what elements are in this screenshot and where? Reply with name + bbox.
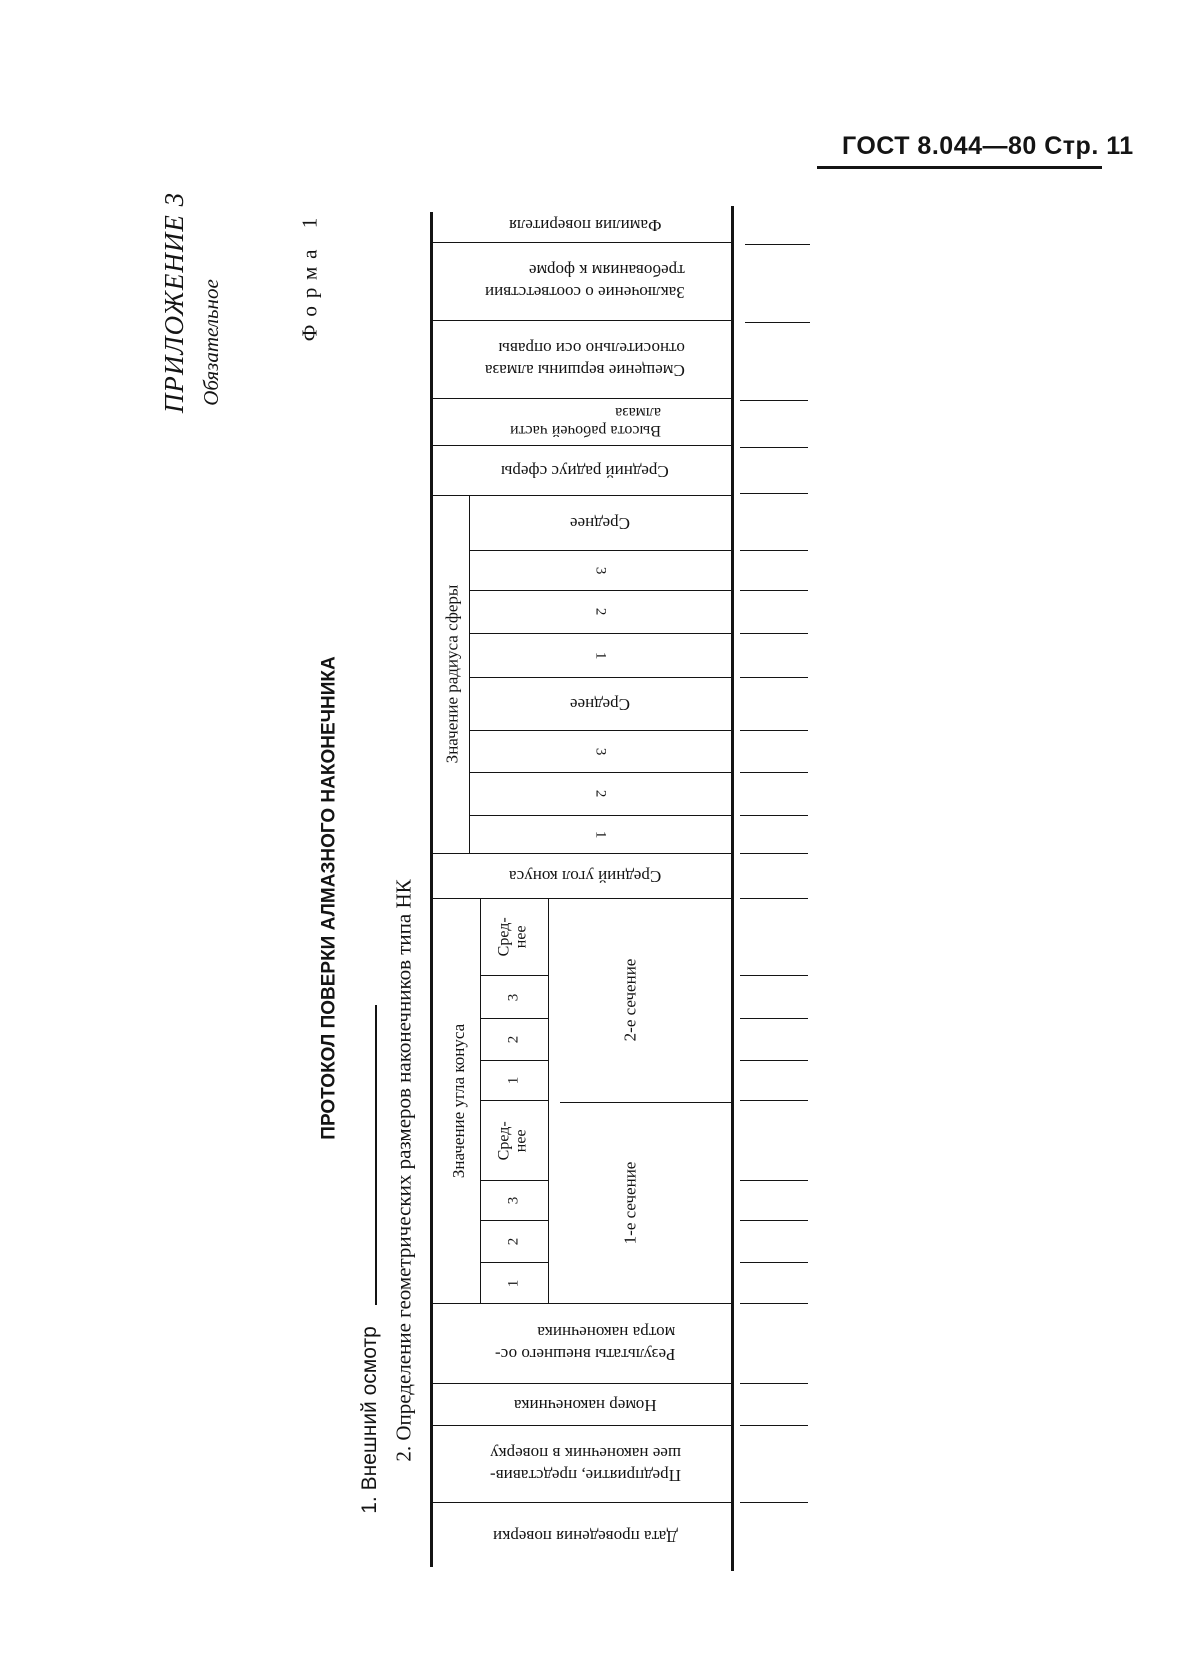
sphere-1-n1: 1 — [592, 830, 609, 839]
fill-line — [745, 322, 810, 323]
fill-line — [740, 400, 808, 401]
fill-line — [740, 815, 808, 816]
cone-1-n3: 3 — [505, 1196, 522, 1205]
col-height-cell — [440, 399, 730, 445]
col-number-cell — [440, 1384, 730, 1425]
fill-line — [740, 1262, 808, 1263]
fill-line — [740, 1100, 808, 1101]
fill-line — [740, 1502, 808, 1503]
protocol-title-box — [315, 600, 345, 1195]
sphere-avg-1-cell — [470, 678, 730, 730]
cone-2-n1-cell — [482, 1061, 546, 1100]
sphere-avg-1: Среднее — [570, 695, 630, 714]
fill-line — [740, 493, 808, 494]
sphere-2-n3: 3 — [592, 566, 609, 575]
sphere-2-n3-cell — [470, 551, 730, 590]
sphere-avg-2: Среднее — [570, 514, 630, 533]
sphere-avg-2-cell — [470, 496, 730, 550]
fill-line — [740, 853, 808, 854]
fill-line — [740, 1018, 808, 1019]
cone-1-n3-cell — [482, 1181, 546, 1220]
fill-line — [740, 677, 808, 678]
sphere-2-n2: 2 — [592, 608, 609, 616]
col-number: Номер наконечника — [513, 1395, 657, 1415]
group-cone-angle-box — [440, 898, 478, 1303]
item2-box — [388, 800, 420, 1540]
form-label-box — [295, 200, 325, 350]
appendix-title: ПРИЛОЖЕНИЕ 3 — [159, 191, 189, 414]
fill-line — [740, 772, 808, 773]
cone-1-n2: 2 — [505, 1237, 522, 1246]
fill-line — [740, 1303, 808, 1304]
header-rule — [817, 166, 1102, 169]
cone-2-avg: Сред- нее — [496, 917, 530, 957]
item2-label: 2. Определение геометрических размеров наконечников типа НК — [391, 878, 416, 1462]
col-inspection: Результаты внешнего ос- мотра наконечника — [494, 1323, 676, 1365]
fill-line — [740, 590, 808, 591]
col-height: Высота рабочей части алмаза — [509, 405, 661, 440]
section1-label: 1-е сечение — [620, 1161, 640, 1245]
group-sphere-radius-box — [436, 495, 468, 853]
form-label: Форма 1 — [297, 209, 322, 341]
fill-line — [740, 550, 808, 551]
group-sphere-radius: Значение радиуса сферы — [442, 584, 461, 764]
table-right-border — [731, 206, 734, 1571]
appendix-subtitle: Обязательное — [198, 278, 223, 406]
col-verifier-cell — [440, 208, 730, 242]
fill-line — [740, 1425, 808, 1426]
col-conclusion-cell — [440, 243, 730, 320]
cone-2-n1: 1 — [505, 1076, 522, 1085]
col-enterprise: Предприятие, представив- шее наконечник в поверку — [489, 1444, 681, 1486]
fill-line — [740, 730, 808, 731]
fill-line — [740, 1220, 808, 1221]
item1-box — [355, 1300, 385, 1540]
fill-line — [740, 1383, 808, 1384]
fill-line — [740, 447, 808, 448]
col-verifier: Фамилия поверителя — [508, 216, 662, 235]
fill-line — [740, 633, 808, 634]
sphere-1-n3-cell — [470, 731, 730, 772]
fill-line — [740, 898, 808, 899]
section2-box — [610, 900, 650, 1100]
cone-1-avg: Сред- нее — [496, 1120, 530, 1161]
cone-2-n3: 3 — [505, 993, 522, 1001]
col-avg-cone-angle-cell — [440, 854, 730, 898]
col-offset-cell — [440, 321, 730, 398]
cone-1-n1: 1 — [505, 1279, 522, 1287]
sphere-1-n1-cell — [470, 816, 730, 853]
section2-label: 2-е сечение — [620, 958, 640, 1042]
fill-line — [745, 244, 810, 245]
sphere-2-n1: 1 — [592, 651, 609, 660]
gost-page-header: ГОСТ 8.044—80 Стр. 11 — [842, 132, 1134, 160]
table-left-border — [430, 212, 433, 1567]
item1-fill-line — [375, 1005, 377, 1305]
fill-line — [740, 1060, 808, 1061]
col-offset: Смещение вершины алмаза относительно оси оправы — [485, 339, 685, 381]
cone-1-n1-cell — [482, 1263, 546, 1303]
col-date: Дата проведения поверки — [492, 1527, 678, 1546]
sphere-1-n3: 3 — [592, 747, 609, 756]
fill-line — [740, 975, 808, 976]
appendix-title-box — [152, 180, 197, 425]
cone-2-n2-cell — [482, 1019, 546, 1060]
col-avg-radius: Средний радиус сферы — [501, 461, 669, 481]
cone-1-n2-cell — [482, 1221, 546, 1262]
col-inspection-cell — [440, 1304, 730, 1383]
section-divider — [560, 1102, 732, 1103]
col-date-cell — [440, 1503, 730, 1569]
protocol-title: ПРОТОКОЛ ПОВЕРКИ АЛМАЗНОГО НАКОНЕЧНИКА — [319, 655, 341, 1140]
cone-1-avg-cell — [482, 1101, 546, 1180]
fill-line — [740, 1180, 808, 1181]
cone-2-avg-cell — [482, 899, 546, 975]
sphere-2-n2-cell — [470, 591, 730, 633]
appendix-subtitle-box — [196, 262, 226, 422]
cone-2-n3-cell — [482, 976, 546, 1018]
group-divider — [548, 898, 549, 1303]
section1-box — [610, 1104, 650, 1302]
col-conclusion: Заключение о соответствии требованиям к форме — [485, 261, 685, 303]
col-avg-radius-cell — [440, 446, 730, 495]
col-avg-cone-angle: Средний угол конуса — [508, 867, 662, 886]
group-cone-angle: Значение угла конуса — [449, 1023, 468, 1178]
sphere-1-n2-cell — [470, 773, 730, 815]
cone-2-n2: 2 — [505, 1035, 522, 1044]
col-enterprise-cell — [440, 1426, 730, 1502]
sphere-1-n2: 2 — [592, 790, 609, 798]
item1-label: 1. Внешний осмотр — [358, 1326, 382, 1514]
sphere-2-n1-cell — [470, 634, 730, 677]
